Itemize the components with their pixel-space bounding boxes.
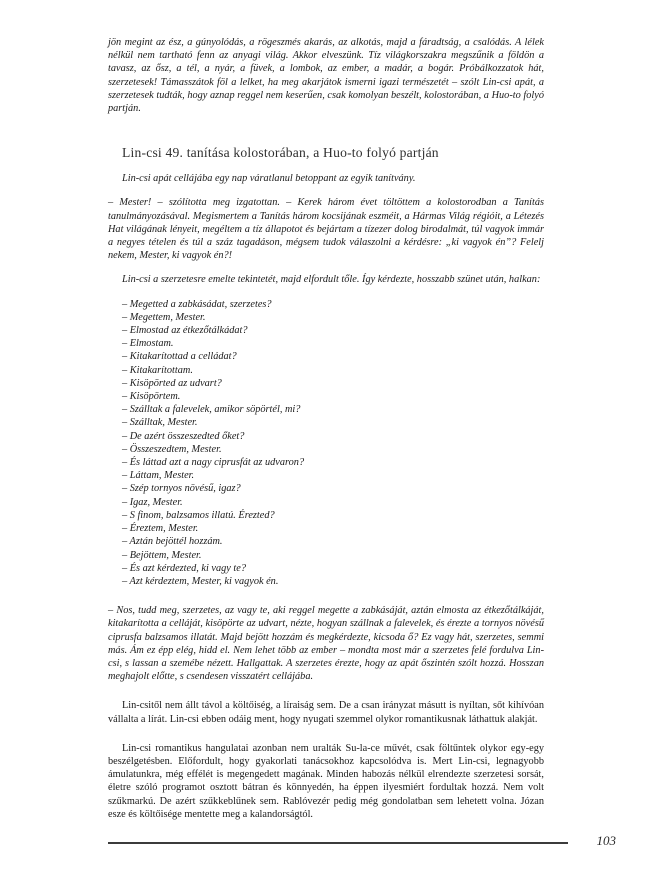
dialogue-line: – Bejöttem, Mester. (122, 549, 202, 561)
page-content (108, 36, 544, 821)
dialogue-line: – Kitakarítottam. (122, 364, 193, 376)
dialogue-line: – És láttad azt a nagy ciprusfát az udvaron? (122, 457, 305, 469)
dialogue-line: – Éreztem, Mester. (122, 523, 199, 535)
chapter-title: Lin-csi 49. tanítása kolostorában, a Huo-to folyó partján (122, 145, 439, 161)
dialogue-list (108, 298, 544, 588)
dialogue-line: – Kisöpörted az udvart? (122, 377, 222, 389)
dialogue-line: – És azt kérdezted, ki vagy te? (122, 562, 246, 574)
dialogue-line: – Kitakarítottad a celládat? (122, 351, 237, 363)
dialogue-line: – Kisöpörtem. (122, 391, 181, 403)
dialogue-line: – Azt kérdeztem, Mester, ki vagyok én. (122, 575, 279, 587)
dialogue-line: – Aztán bejöttél hozzám. (122, 536, 223, 548)
page-footer (108, 833, 616, 855)
paragraph-1: Lin-csi apát cellájába egy nap váratlanul betoppant az egyik tanítvány. (122, 173, 416, 185)
dialogue-line: – Megetted a zabkásádat, szerzetes? (122, 298, 272, 310)
dialogue-line: – Szép tornyos növésű, igaz? (122, 483, 241, 495)
dialogue-line: – Elmostad az étkezőtálkádat? (122, 325, 248, 337)
dialogue-line: – Megettem, Mester. (122, 311, 206, 323)
dialogue-line: – Igaz, Mester. (122, 496, 183, 508)
paragraph-2: – Mester! – szólította meg izgatottan. – Kerek három évet töltöttem a kolostorodban a Tanítás tanulmányozásával. Megismertem a Tanítás három kocsijának eszméit, a Hármas Világ régióit, a Létezés Hat világának lényeit, megéltem a tíz állapotot és bejártam a tízezer dolog birodalmát, túl vagyok immár a negyes tételen és túl a száz tagadáson, mégsem tudok válaszolni a kérdésre: „ki vagyok én”? Felelj nekem, Mester, ki vagyok én?! (108, 197, 544, 262)
paragraph-intro: jön megint az ész, a gúnyolódás, a rögeszmés akarás, az alkotás, majd a fáradtság, a csalódás. A lélek nélkül nem tartható fenn az anyagi világ. Akkor elveszünk. Tíz világkorszakra megszűnik a földön a tavasz, az ősz, a tél, a nyár, a füvek, a lombok, az ember, a madár, a bogár. Próbálkozzatok hát, szerzetesek! Támasszátok föl a lelket, ha meg akarjátok ismerni igazi természetét – szólt Lin-csi apát, a szerzetesek tudták, hogy aznap reggel nem keserűen, csak komolyan beszélt, kolostorában, a Huo-to folyó partján. (108, 37, 544, 115)
paragraph-5: Lin-csitől nem állt távol a költőiség, a líraiság sem. De a csan irányzat másutt is nyíltan, sőt kihívóan vállalta a lírát. Lin-csi ebben odáig ment, hogy nyugati szemmel olykor romantikusnak láthattuk alakját. (108, 700, 544, 725)
dialogue-line: – Szálltak, Mester. (122, 417, 198, 429)
dialogue-line: – Szálltak a falevelek, amikor söpörtél, mi? (122, 404, 301, 416)
page-number: 103 (596, 833, 616, 848)
paragraph-4: – Nos, tudd meg, szerzetes, az vagy te, aki reggel megette a zabkásáját, aztán elmosta az étkezőtálkáját, kitakarította a celláját, kisöpörte az udvart, nézte, hogyan szállnak a falevelek, és érezte a tornyos növésű ciprusfa balzsamos illatát. Majd bejött hozzám és megkérdezte, kicsoda ő? Ez vagy hát, szerzetes, semmi más. Ám ez épp elég, hidd el. Nem lehet több az ember – mondta most már a szerzetes felé fordulva Lin-csi, s lassan a szemébe nézett. Hallgattak. A szerzetes érezte, hogy az apát őszintén szólt hozzá. Hosszan meghajolt előtte, s csendesen visszatért cellájába. (108, 605, 544, 683)
dialogue-line: – Láttam, Mester. (122, 470, 195, 482)
paragraph-6: Lin-csi romantikus hangulatai azonban nem uralták Su-la-ce művét, csak föltűntek olykor egy-egy beszélgetésben. Előfordult, hogy gyakorlati tanácsokhoz kapcsolódva is. Mert Lin-csi, legnagyobb ámulatunkra, még effélét is megengedett magának. Minden habozás nélkül elrendezte szerzetesi sorsát, életre szóló programot osztott bátran és könnyedén, ha éppen ilyesmiért fordultak hozzá. Nem volt szűkmarkú. De azért szűkkeblűnek sem. Rablóvezér pedig még gondolatban sem lehetett volna. Józan esze és költőisége mentette meg a kalandorságtól. (108, 742, 544, 820)
dialogue-line: – Összeszedtem, Mester. (122, 443, 222, 455)
dialogue-line: – S finom, balzsamos illatú. Érezted? (122, 509, 275, 521)
dialogue-line: – Elmostam. (122, 338, 174, 350)
paragraph-3: Lin-csi a szerzetesre emelte tekintetét, majd elfordult tőle. Így kérdezte, hosszabb szünet után, halkan: (122, 274, 541, 286)
dialogue-line: – De azért összeszedted őket? (122, 430, 245, 442)
footer-rule (108, 842, 568, 844)
